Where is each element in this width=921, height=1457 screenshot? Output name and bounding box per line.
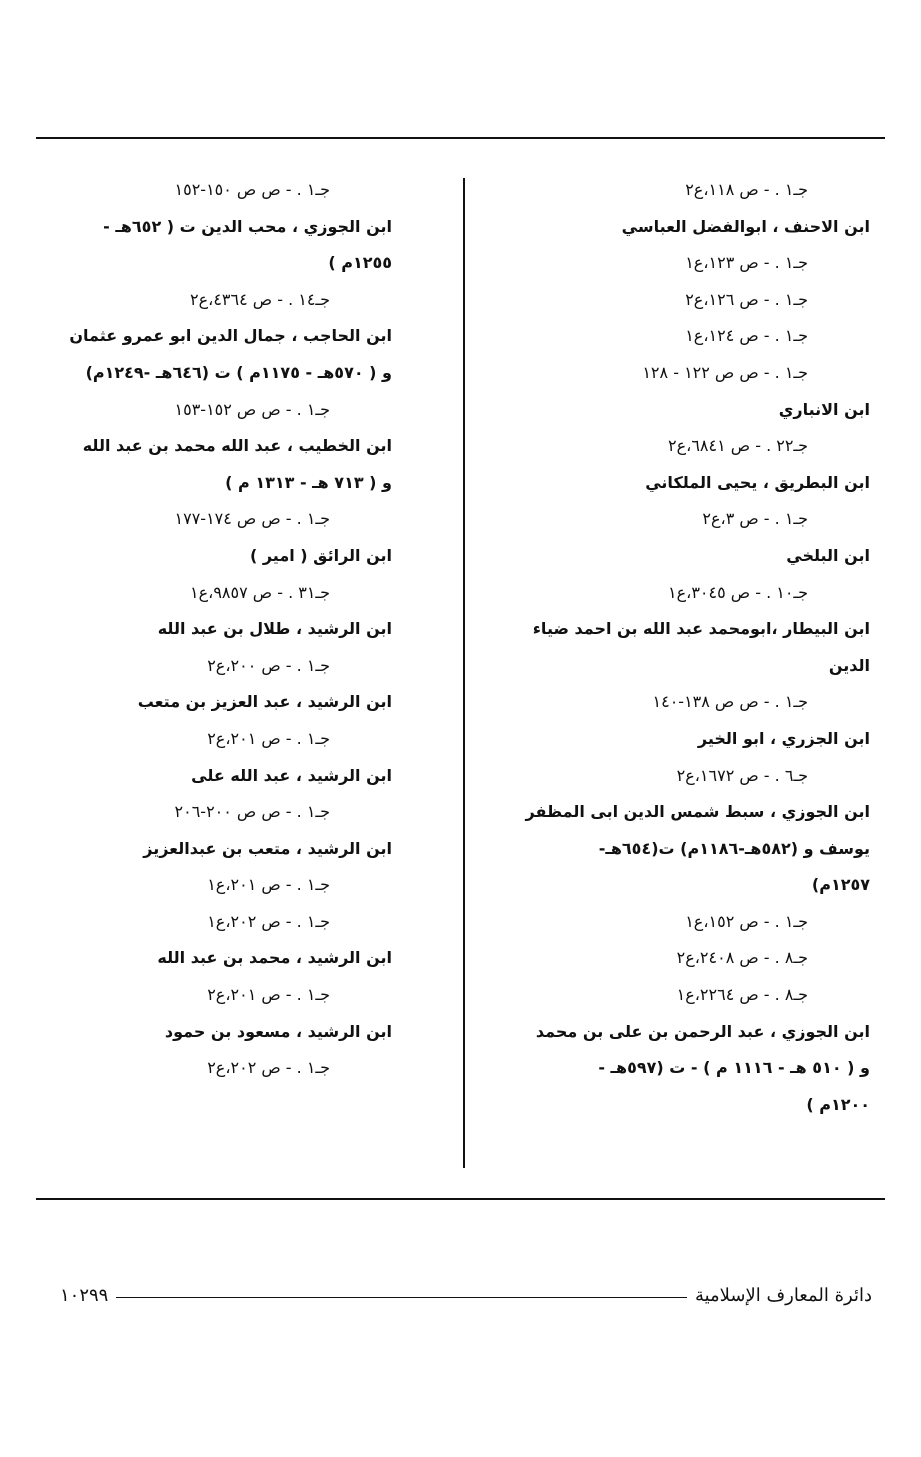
- index-entry-reference: جـ١ . - ص ٢٠١،ع١: [207, 875, 330, 895]
- index-entry-heading: و ( ٧١٣ هـ - ١٣١٣ م ): [225, 472, 392, 492]
- index-entry-heading: ابن الجزري ، ابو الخير: [697, 728, 870, 748]
- index-entry-heading: ابن الاحنف ، ابوالفضل العباسي: [621, 216, 870, 236]
- index-entry-reference: جـ٢٢ . - ص ٦٨٤١،ع٢: [668, 436, 808, 456]
- index-entry-reference: جـ١ . - ص ١٢٤،ع١: [685, 326, 808, 346]
- index-entry-reference: جـ٦ . - ص ١٦٧٢،ع٢: [676, 765, 808, 785]
- index-entry-heading: ابن البيطار ،ابومحمد عبد الله بن احمد ضياء: [532, 619, 870, 639]
- index-entry-reference: جـ١ . - ص ٣،ع٢: [702, 509, 808, 529]
- index-entry-heading: ابن الرشيد ، مسعود بن حمود: [164, 1021, 392, 1041]
- index-entry-reference: جـ١٠ . - ص ٣٠٤٥،ع١: [668, 582, 808, 602]
- index-entry-heading: ابن الرائق ( امير ): [249, 545, 392, 565]
- index-entry-heading: الدين: [828, 655, 870, 675]
- index-entry-reference: جـ١ . - ص ١٢٣،ع١: [685, 253, 808, 273]
- index-entry-heading: ابن الرشيد ، طلال بن عبد الله: [157, 619, 392, 639]
- index-entry-reference: جـ١ . - ص ٢٠٢،ع٢: [207, 1058, 330, 1078]
- index-entry-reference: جـ١ . - ص ٢٠٢،ع١: [207, 911, 330, 931]
- index-entry-reference: جـ٨ . - ص ٢٤٠٨،ع٢: [676, 948, 808, 968]
- index-entry-heading: يوسف و (٥٨٢هـ-١١٨٦م) ت(٦٥٤هـ-: [598, 838, 870, 858]
- top-divider: [36, 137, 885, 139]
- index-entry-heading: ابن الانباري: [778, 399, 870, 419]
- index-entry-heading: و ( ٥٧٠هـ - ١١٧٥م ) ت (٦٤٦هـ -١٢٤٩م): [85, 362, 392, 382]
- index-entry-reference: جـ١ . - ص ١١٨،ع٢: [685, 180, 808, 199]
- index-entry-reference: جـ١ . - ص ٢٠١،ع٢: [207, 985, 330, 1005]
- index-entry-reference: جـ٣١ . - ص ٩٨٥٧،ع١: [190, 582, 330, 602]
- index-entry-heading: ابن الرشيد ، محمد بن عبد الله: [157, 948, 392, 968]
- page-footer: [60, 1280, 872, 1310]
- index-entry-heading: ابن الجوزي ، محب الدين ت ( ٦٥٢هـ -: [103, 216, 392, 236]
- index-entry-heading: و ( ٥١٠ هـ - ١١١٦ م ) - ت (٥٩٧هـ -: [598, 1058, 870, 1078]
- index-entry-heading: ابن الجوزي ، سبط شمس الدين ابى المظفر: [525, 802, 870, 822]
- index-entry-reference: جـ١ . - ص ص ١٥٠-١٥٢: [174, 180, 330, 199]
- index-entry-reference: جـ١ . - ص ص ٢٠٠-٢٠٦: [174, 802, 330, 822]
- index-entry-reference: جـ١ . - ص ص ١٥٢-١٥٣: [174, 399, 330, 419]
- index-entry-reference: جـ١ . - ص ص ١٣٨-١٤٠: [652, 692, 808, 712]
- index-entry-reference: جـ١ . - ص ٢٠٠،ع٢: [207, 655, 330, 675]
- index-entry-heading: ١٢٥٥م ): [328, 253, 392, 273]
- index-entry-reference: جـ٨ . - ص ٢٢٦٤،ع١: [676, 985, 808, 1005]
- index-column-right: [478, 172, 870, 1123]
- index-entry-heading: ابن البلخي: [786, 545, 870, 565]
- index-entry-reference: جـ١ . - ص ص ١٧٤-١٧٧: [174, 509, 330, 529]
- index-entry-reference: جـ١ . - ص ٢٠١،ع٢: [207, 728, 330, 748]
- index-entry-reference: جـ١٤ . - ص ٤٣٦٤،ع٢: [190, 289, 330, 309]
- index-entry-heading: ابن الرشيد ، عبد الله على: [191, 765, 392, 785]
- column-divider: [463, 178, 465, 1168]
- index-entry-heading: ابن البطريق ، يحيى الملكاني: [645, 472, 870, 492]
- index-entry-heading: ابن الجوزي ، عبد الرحمن بن على بن محمد: [535, 1021, 870, 1041]
- bottom-divider: [36, 1198, 885, 1200]
- index-entry-heading: ابن الرشيد ، متعب بن عبدالعزيز: [143, 838, 392, 858]
- index-entry-heading: ١٢٥٧م): [811, 875, 870, 895]
- index-entry-heading: ١٢٠٠م ): [806, 1094, 870, 1114]
- page-number: ١٠٢٩٩: [60, 1284, 109, 1306]
- index-entry-heading: ابن الخطيب ، عبد الله محمد بن عبد الله: [82, 436, 392, 456]
- index-entry-heading: ابن الرشيد ، عبد العزيز بن متعب: [137, 692, 392, 712]
- index-entry-heading: ابن الحاجب ، جمال الدين ابو عمرو عثمان: [69, 326, 392, 346]
- index-column-left: [40, 172, 392, 1087]
- footer-rule: [116, 1297, 687, 1298]
- index-entry-reference: جـ١ . - ص ١٥٢،ع١: [685, 911, 808, 931]
- index-entry-reference: جـ١ . - ص ١٢٦،ع٢: [685, 289, 808, 309]
- footer-title: دائرة المعارف الإسلامية: [694, 1284, 872, 1306]
- index-entry-reference: جـ١ . - ص ص ١٢٢ - ١٢٨: [642, 362, 808, 382]
